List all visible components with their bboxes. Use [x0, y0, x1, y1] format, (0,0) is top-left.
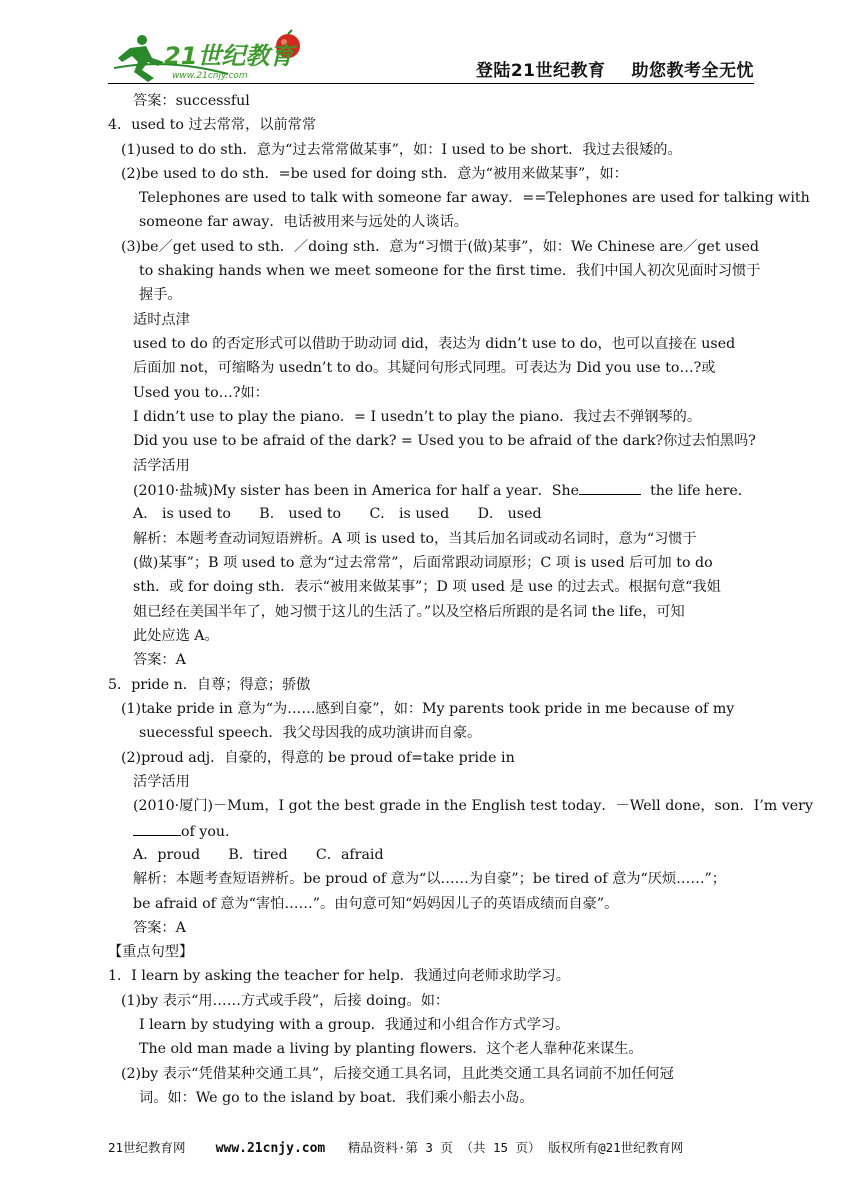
answer-line: 答案：successful — [133, 93, 250, 109]
text-line: (2)be used to do sth．=be used for doing sth．意为“被用来做某事”，如： — [121, 166, 628, 182]
answer-line: 答案：A — [133, 652, 186, 668]
text-line: 此处应选 A。 — [133, 628, 219, 644]
text-line: I didn’t use to play the piano．= I usedn’t to play the piano．我过去不弹钢琴的。 — [133, 409, 702, 425]
text-line: (做)某事”；B 项 used to 意为“过去常常”，后面常跟动词原形；C 项 is used 后可加 to do — [133, 555, 713, 571]
text-line: suecessful speech．我父母因我的成功演讲而自豪。 — [139, 725, 482, 741]
footer-org: 21世纪教育网 — [108, 1140, 186, 1155]
text-line: to shaking hands when we meet someone for the first time．我们中国人初次见面时习惯于 — [139, 263, 761, 279]
text-line: Used you to…?如： — [133, 385, 269, 401]
text-line: I learn by studying with a group．我通过和小组合作方式学习。 — [139, 1017, 570, 1033]
text-line: (1)by 表示“用……方式或手段”，后接 doing。如： — [121, 993, 450, 1009]
answer-line: 答案：A — [133, 920, 186, 936]
text-line: used to do 的否定形式可以借助于助动词 did，表达为 didn’t use to do，也可以直接在 used — [133, 336, 736, 352]
answer-blank[interactable] — [133, 821, 181, 836]
page-footer — [108, 1138, 754, 1156]
text-line: 解析：本题考查短语辨析。be proud of 意为“以……为自豪”；be tired of 意为“厌烦……”； — [133, 871, 726, 887]
footer-info: 精品资料·第 3 页 （共 15 页） 版权所有@21世纪教育网 — [347, 1140, 684, 1155]
question-line: (2010·盐城)My sister has been in America for half a year．She the life here． — [133, 480, 752, 501]
options-line: A． is used to B． used to C． is used D． used — [133, 506, 542, 522]
page-header — [108, 28, 754, 86]
slogan-left: 登陆21世纪教育 — [475, 61, 606, 81]
question-line: (2010·厦门)－Mum，I got the best grade in the English test today．－Well done，son．I’m very — [133, 798, 813, 814]
answer-blank[interactable] — [579, 480, 641, 495]
text-line: 后面加 not，可缩略为 usedn’t to do。其疑问句形式同理。可表达为 Did you use to…?或 — [133, 360, 716, 376]
logo-text: 21世纪教育 — [164, 42, 294, 70]
question-line: of you． — [133, 821, 239, 842]
subheading: 活学活用 — [133, 458, 190, 474]
text-line: sth．或 for doing sth．表示“被用来做某事”；D 项 used 是 use 的过去式。根据句意“我姐 — [133, 579, 721, 595]
text-line: (2)by 表示“凭借某种交通工具”，后接交通工具名词，且此类交通工具名词前不加任何冠 — [121, 1066, 674, 1082]
text-line: The old man made a living by planting flowers．这个老人靠种花来谋生。 — [139, 1041, 643, 1057]
subheading: 适时点津 — [133, 312, 190, 328]
text-line: someone far away．电话被用来与远处的人谈话。 — [139, 214, 468, 230]
text-line: (1)take pride in 意为“为……感到自豪”，如：My parents took pride in me because of my — [121, 701, 735, 717]
footer-site-link[interactable]: www.21cnjy.com — [215, 1141, 326, 1156]
slogan-right: 助您教考全无忧 — [631, 61, 754, 81]
site-logo[interactable] — [108, 28, 308, 86]
header-divider — [108, 83, 754, 84]
subheading: 活学活用 — [133, 774, 190, 790]
vocab-heading: 4．used to 过去常常，以前常常 — [108, 117, 317, 133]
text-line: Did you use to be afraid of the dark? = Used you to be afraid of the dark?你过去怕黑吗? — [133, 433, 756, 449]
section-heading: 【重点句型】 — [108, 944, 194, 960]
options-line: A．proud B．tired C．afraid — [133, 847, 384, 863]
text-line: (2)proud adj．自豪的，得意的 be proud of=take pride in — [121, 750, 515, 766]
sentence-heading: 1．I learn by asking the teacher for help．我通过向老师求助学习。 — [108, 968, 570, 984]
logo-url: www.21cnjy.com — [172, 71, 248, 81]
text-line: (3)be／get used to sth．／doing sth．意为“习惯于(做)某事”，如：We Chinese are／get used — [121, 239, 759, 255]
text-line: Telephones are used to talk with someone far away．==Telephones are used for talking with — [139, 190, 810, 206]
text-line: 握手。 — [139, 287, 182, 303]
text-line: (1)used to do sth．意为“过去常常做某事”，如：I used to be short．我过去很矮的。 — [121, 142, 682, 158]
text-line: be afraid of 意为“害怕……”。由句意可知“妈妈因儿子的英语成绩而自豪”。 — [133, 896, 619, 912]
vocab-heading: 5．pride n．自尊；得意；骄傲 — [108, 677, 311, 693]
text-line: 解析：本题考查动词短语辨析。A 项 is used to，当其后加名词或动名词时，意为“习惯于 — [133, 531, 697, 547]
text-line: 词。如：We go to the island by boat．我们乘小船去小岛。 — [139, 1090, 534, 1106]
text-line: 姐已经在美国半年了，她习惯于这儿的生活了。”以及空格后所跟的是名词 the life，可知 — [133, 604, 685, 620]
logo-graphic — [108, 28, 308, 86]
header-slogan — [450, 56, 754, 81]
